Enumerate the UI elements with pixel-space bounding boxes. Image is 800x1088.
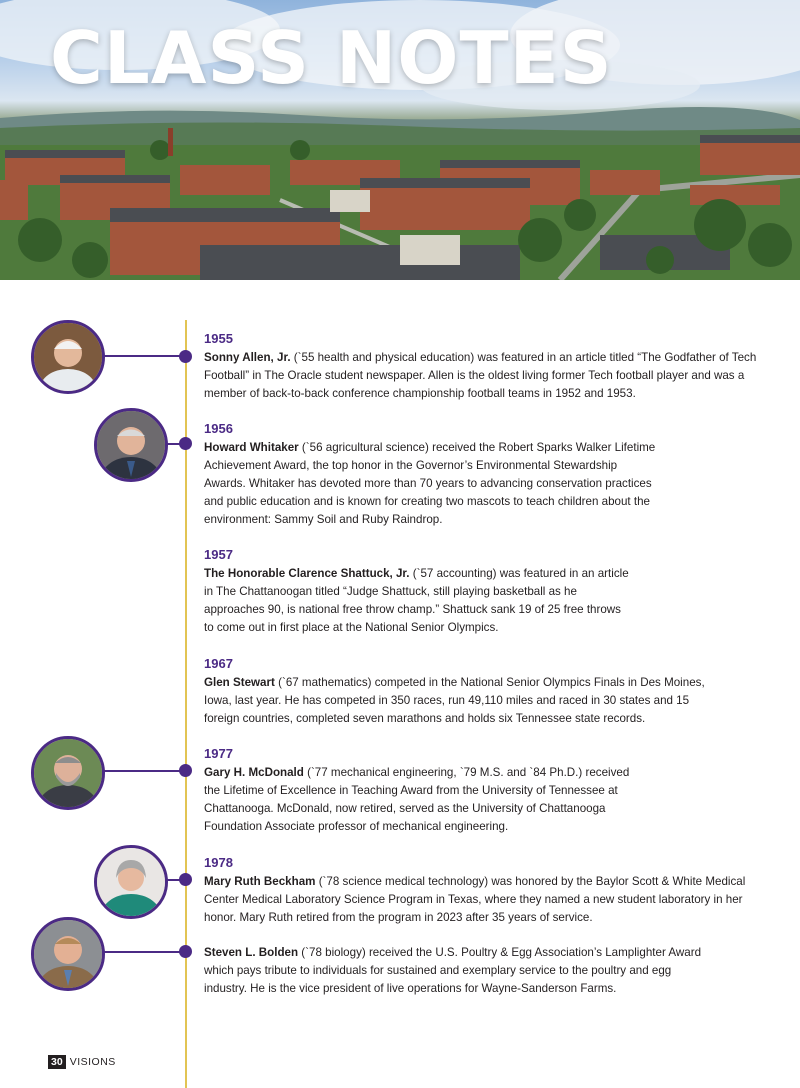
timeline-connector (104, 951, 184, 953)
timeline-line (185, 320, 187, 1088)
page-title: CLASS NOTES (50, 16, 613, 100)
timeline-dot (179, 437, 192, 450)
class-note-entry (204, 944, 714, 998)
class-note-entry (204, 656, 719, 728)
class-note-entry (204, 547, 629, 637)
alumni-name: Glen Stewart (204, 676, 275, 689)
timeline-dot (179, 764, 192, 777)
alumni-name: Steven L. Bolden (204, 946, 299, 959)
hero-banner (0, 0, 800, 280)
entry-text (204, 674, 719, 728)
entry-description: (`56 agricultural science) received the Robert Sparks Walker Lifetime Achievement Award, the top honor in the Governor’s Environmental Stewardship Awards. Whitaker has devoted more than 70 years to advancing conservation practices and public education and is known for creating two mascots to teach children about the environment: Sammy Soil and Ruby Raindrop. (204, 441, 656, 526)
entry-description: (`55 health and physical education) was featured in an article titled “The Godfather of Tech Football” in The Oracle student newspaper. Allen is the oldest living former Tech football player and was a member of back-to-back conference championship football teams in 1952 and 1953. (204, 351, 757, 400)
avatar (31, 917, 105, 991)
entry-text (204, 764, 644, 836)
entry-description: (`78 science medical technology) was honored by the Baylor Scott & White Medical Center Medical Laboratory Science Program in Texas, where they named a new student laboratory in her honor. Mary Ruth retired from the program in 2023 after 35 years of service. (204, 875, 746, 924)
page-footer (48, 1055, 116, 1069)
class-note-entry (204, 855, 754, 927)
entry-text (204, 873, 754, 927)
class-note-entry (204, 746, 644, 836)
timeline-dot (179, 350, 192, 363)
timeline-dot (179, 945, 192, 958)
entry-year: 1955 (204, 331, 233, 346)
entry-text (204, 439, 659, 529)
timeline-connector (104, 770, 184, 772)
entry-text (204, 944, 714, 998)
entry-year: 1978 (204, 855, 233, 870)
alumni-name: Gary H. McDonald (204, 766, 304, 779)
alumni-name: Sonny Allen, Jr. (204, 351, 291, 364)
timeline-dot (179, 873, 192, 886)
alumni-name: Mary Ruth Beckham (204, 875, 316, 888)
entry-year: 1956 (204, 421, 233, 436)
alumni-name: The Honorable Clarence Shattuck, Jr. (204, 567, 410, 580)
avatar (94, 408, 168, 482)
magazine-name: VISIONS (69, 1056, 116, 1068)
entry-year: 1977 (204, 746, 233, 761)
class-note-entry (204, 331, 764, 403)
entry-year: 1957 (204, 547, 233, 562)
entry-description: (`78 biology) received the U.S. Poultry & Egg Association’s Lamplighter Award which pays tribute to individuals for sustained and exemplary service to the poultry and egg industry. He is the vice president of live operations for Wayne-Sanderson Farms. (204, 946, 702, 995)
avatar (31, 736, 105, 810)
class-note-entry (204, 421, 659, 529)
timeline-connector (104, 355, 184, 357)
avatar (31, 320, 105, 394)
entry-text (204, 349, 764, 403)
alumni-name: Howard Whitaker (204, 441, 299, 454)
entry-description: (`67 mathematics) competed in the National Senior Olympics Finals in Des Moines, Iowa, last year. He has competed in 350 races, run 49,110 miles and raced in 30 states and 15 foreign countries, completed seven marathons and holds six Tennessee state records. (204, 676, 705, 725)
entry-year: 1967 (204, 656, 233, 671)
entry-description: (`77 mechanical engineering, `79 M.S. and `84 Ph.D.) received the Lifetime of Excellence in Teaching Award from the University of Tennessee at Chattanooga. McDonald, now retired, served as the University of Chattanooga Foundation Associate professor of mechanical engineering. (204, 766, 630, 833)
page-number: 30 (48, 1055, 66, 1069)
entry-text (204, 565, 629, 637)
entry-description: (`57 accounting) was featured in an article in The Chattanoogan titled “Judge Shattuck, still playing basketball as he approaches 90, is national free throw champ.” Shattuck sank 19 of 25 free throws to come out in first place at the National Senior Olympics. (204, 567, 629, 634)
avatar (94, 845, 168, 919)
